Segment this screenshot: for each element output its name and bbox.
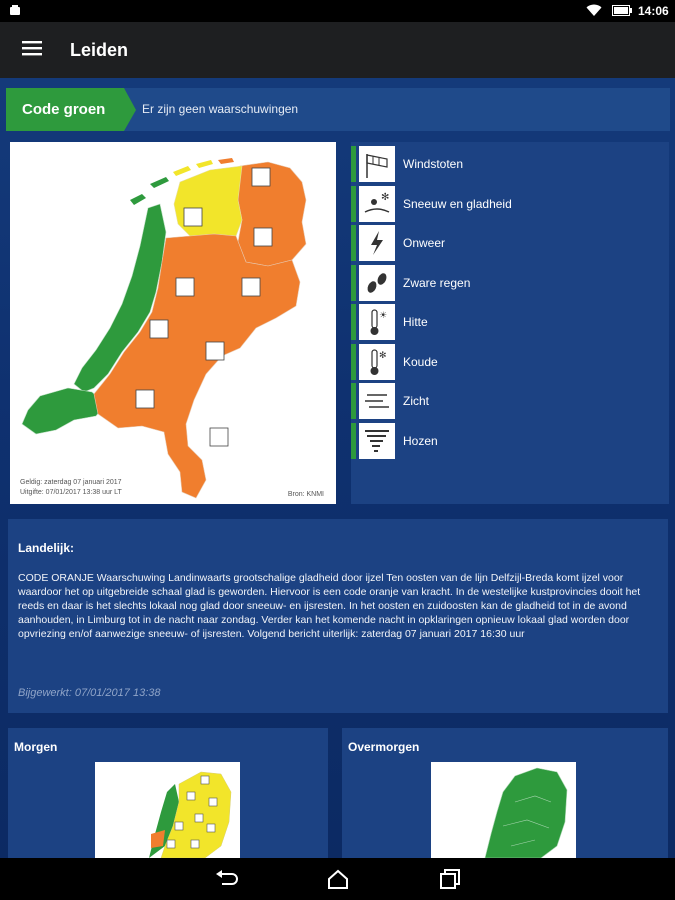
status-bar (0, 0, 675, 22)
heat-thermometer-icon (359, 304, 395, 340)
legend-item-koude[interactable]: ✻ Koude (351, 344, 669, 380)
tornado-icon (359, 423, 395, 459)
wadden-island (196, 160, 213, 168)
legend-item-windstoten[interactable]: Windstoten (351, 146, 669, 182)
forecast-tomorrow-map (95, 762, 240, 858)
wifi-icon (586, 4, 602, 17)
home-icon[interactable] (326, 868, 350, 890)
heavy-rain-icon (359, 265, 395, 301)
region-zeeland (22, 388, 106, 434)
updated-timestamp: Bijgewerkt: 07/01/2017 13:38 (18, 687, 161, 699)
warning-type-list (351, 142, 669, 504)
forecast-tomorrow-heading: Morgen (14, 740, 58, 754)
map-source: Bron: KNMI (287, 491, 324, 498)
snow-slippery-icon (359, 186, 395, 222)
clock: 14:06 (638, 4, 669, 18)
cold-thermometer-icon (359, 344, 395, 380)
svg-text:✻: ✻ (379, 351, 387, 361)
system-nav-bar (0, 858, 675, 900)
code-banner (6, 88, 670, 131)
svg-text:✻: ✻ (381, 192, 390, 203)
hamburger-menu-icon[interactable] (22, 40, 42, 56)
forecast-day-after-heading: Overmorgen (348, 740, 420, 754)
code-message: Er zijn geen waarschuwingen (142, 102, 299, 116)
back-icon[interactable] (214, 868, 238, 890)
page-title: Leiden (70, 40, 129, 60)
legend-item-hozen[interactable]: Hozen (351, 423, 669, 459)
battery-icon (612, 5, 632, 16)
wadden-island (173, 166, 191, 176)
recent-apps-icon[interactable] (438, 868, 462, 890)
netherlands-map (10, 142, 336, 504)
wadden-island (150, 177, 169, 188)
forecast-day-after[interactable] (342, 728, 668, 858)
warning-map[interactable] (10, 142, 336, 504)
app-bar (0, 22, 675, 78)
national-forecast (8, 519, 668, 713)
legend-item-sneeuw[interactable]: ✻ Sneeuw en gladheid (351, 186, 669, 222)
legend-item-onweer[interactable]: Onweer (351, 225, 669, 261)
region-central (94, 234, 300, 498)
map-validity: Geldig: zaterdag 07 januari 2017 Uitgifte: 07/01/2017 13:38 uur LT (20, 479, 122, 496)
legend-item-zicht[interactable]: Zicht (351, 383, 669, 419)
national-body: CODE ORANJE Waarschuwing Landinwaarts grootschalige gladheid door ijzel Ten oosten van de lijn Delfzijl-Breda komt ijzel voor waardoor het op uitgebreide schaal glad is geworden. Hiervoor is een code oranje van kracht. In de westelijke kustprovincies dooit het reeds en daar is het slechts lokaal nog glad door sneeuw- en ijsresten. In het oosten en zuidoosten kan de gladheid tot in de avond aanhouden, in Limburg tot in de nacht naar zondag. Verder kan het komende nacht in opklaringen opnieuw lokaal glad worden door opvriezing en/of aanwezige sneeuw- of ijsresten. Volgend bericht uiterlijk: zaterdag 07 januari 2017 16:30 uur (18, 572, 641, 640)
svg-text:☀: ☀ (379, 311, 388, 321)
legend-item-hitte[interactable]: ☀ Hitte (351, 304, 669, 340)
wadden-island (130, 194, 146, 205)
code-badge: Code groen (6, 88, 124, 131)
national-heading: Landelijk: (18, 541, 75, 555)
fog-visibility-icon (359, 383, 395, 419)
region-groningen (238, 162, 306, 266)
forecast-day-after-map (431, 762, 576, 858)
legend-item-zware-regen[interactable]: Zware regen (351, 265, 669, 301)
windsock-icon (359, 146, 395, 182)
main-content[interactable] (0, 78, 675, 858)
notification-icon (9, 4, 21, 16)
lightning-icon (359, 225, 395, 261)
wadden-island (218, 158, 234, 164)
forecast-tomorrow[interactable] (8, 728, 328, 858)
